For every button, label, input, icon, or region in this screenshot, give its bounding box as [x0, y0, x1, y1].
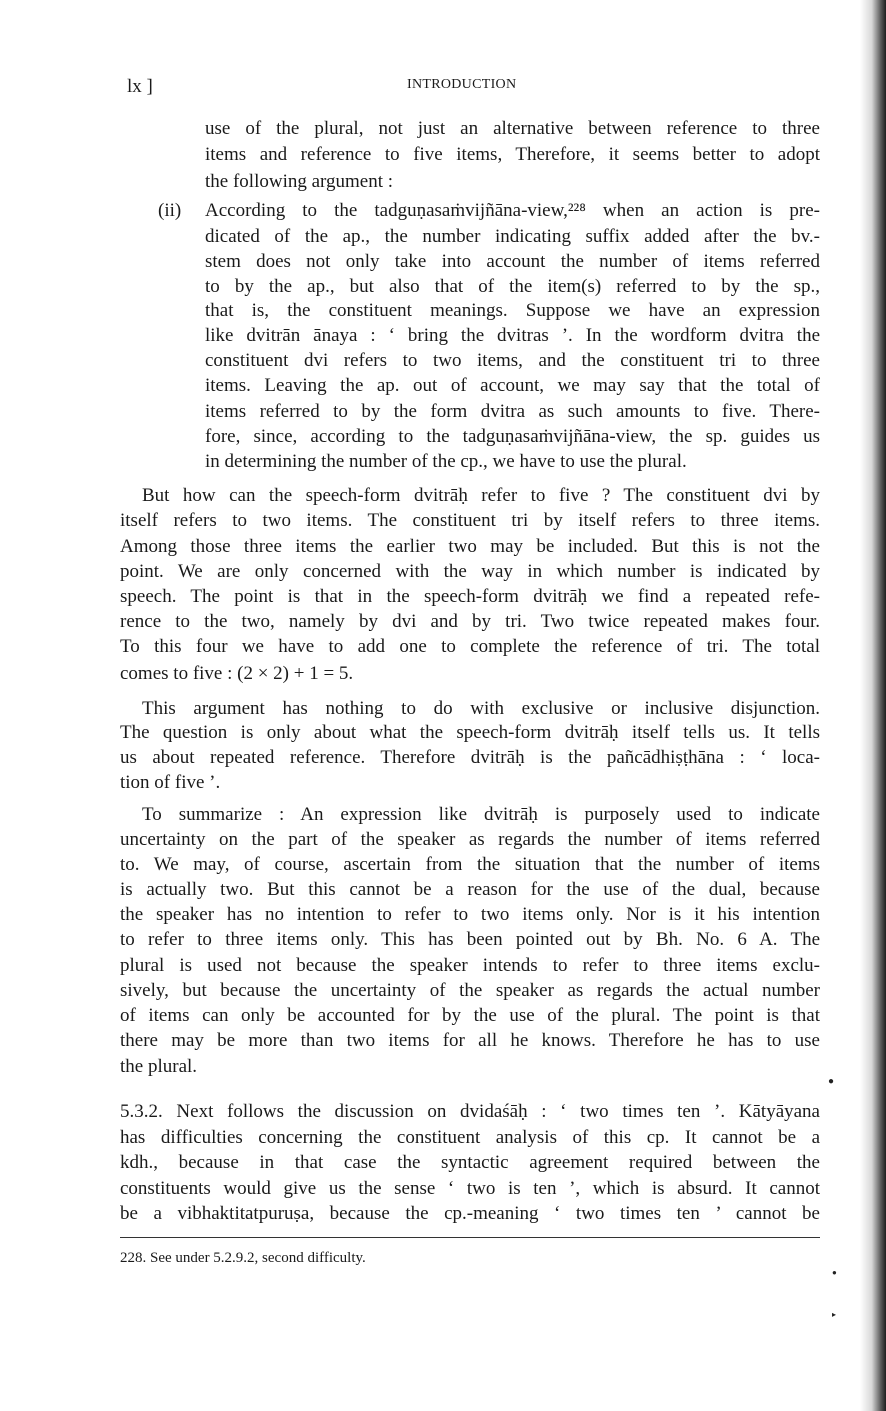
text-line: sively, but because the uncertainty of the speaker as regards the actual number [120, 980, 820, 1001]
text-line: plural is used not because the speaker intends to refer to three items exclu- [120, 955, 820, 976]
text-line: items referred to by the form dvitra as such amounts to five. There- [205, 401, 820, 422]
page-number: lx ] [127, 76, 153, 97]
text-line: in determining the number of the cp., we have to use the plural. [205, 451, 687, 472]
text-line: the speaker has no intention to refer to two items only. Nor is it his intention [120, 904, 820, 925]
text-line: fore, since, according to the tadguṇasaṁvijñāna-view, the sp. guides us [205, 426, 820, 447]
scan-edge-shadow [860, 0, 886, 1411]
text-line: there may be more than two items for all he knows. Therefore he has to use [120, 1030, 820, 1051]
text-line: stem does not only take into account the number of items referred [205, 251, 820, 272]
text-line: to. We may, of course, ascertain from the situation that the number of items [120, 854, 820, 875]
text-line: tion of five ’. [120, 772, 221, 793]
scan-speck: ● [832, 1268, 837, 1277]
text-line: According to the tadguṇasaṁvijñāna-view,²²⁸ when an action is pre- [205, 200, 820, 221]
text-line: 5.3.2. Next follows the discussion on dvidaśāḥ : ‘ two times ten ’. Kātyāyana [120, 1101, 820, 1122]
scan-speck: ▸ [832, 1310, 837, 1319]
text-line: point. We are only concerned with the way in which number is indicated by [120, 561, 820, 582]
text-line: This argument has nothing to do with exclusive or inclusive disjunction. [142, 698, 820, 719]
footnote-rule [120, 1237, 820, 1238]
text-line: Among those three items the earlier two may be included. But this is not the [120, 536, 820, 557]
text-line: constituent dvi refers to two items, and the constituent tri to three [205, 350, 820, 371]
text-line: the following argument : [205, 171, 394, 192]
text-line: like dvitrān ānaya : ‘ bring the dvitras ’. In the wordform dvitra the [205, 325, 820, 346]
text-line: speech. The point is that in the speech-form dvitrāḥ we find a repeated refe- [120, 586, 820, 607]
text-line: items and reference to five items, Therefore, it seems better to adopt [205, 144, 820, 165]
text-line: to refer to three items only. This has been pointed out by Bh. No. 6 A. The [120, 929, 820, 950]
text-line: dicated of the ap., the number indicating suffix added after the bv.- [205, 226, 820, 247]
text-line: use of the plural, not just an alternative between reference to three [205, 118, 820, 139]
text-line: To this four we have to add one to complete the reference of tri. The total [120, 636, 820, 657]
text-line: items. Leaving the ap. out of account, we may say that the total of [205, 375, 820, 396]
text-line: to by the ap., but also that of the item(s) referred to by the sp., [205, 276, 820, 297]
text-line: uncertainty on the part of the speaker as regards the number of items referred [120, 829, 820, 850]
text-line: has difficulties concerning the constituent analysis of this cp. It cannot be a [120, 1127, 820, 1148]
text-line: kdh., because in that case the syntactic agreement required between the [120, 1152, 820, 1173]
footnote: 228. See under 5.2.9.2, second difficulty. [120, 1250, 366, 1266]
text-line: is actually two. But this cannot be a reason for the use of the dual, because [120, 879, 820, 900]
text-line: rence to the two, namely by dvi and by tri. Two twice repeated makes four. [120, 611, 820, 632]
text-line: of items can only be accounted for by the use of the plural. The point is that [120, 1005, 820, 1026]
text-line: To summarize : An expression like dvitrāḥ is purposely used to indicate [142, 804, 820, 825]
text-line: But how can the speech-form dvitrāḥ refer to five ? The constituent dvi by [142, 485, 820, 506]
text-line: the plural. [120, 1056, 198, 1077]
text-line: that is, the constituent meanings. Suppose we have an expression [205, 300, 820, 321]
text-line: The question is only about what the speech-form dvitrāḥ itself tells us. It tells [120, 722, 820, 743]
text-line: comes to five : (2 × 2) + 1 = 5. [120, 663, 354, 684]
list-item-label: (ii) [158, 200, 182, 221]
running-head: INTRODUCTION [407, 77, 517, 92]
text-line: constituents would give us the sense ‘ two is ten ’, which is absurd. It cannot [120, 1178, 820, 1199]
scan-speck: ● [828, 1076, 835, 1087]
text-line: itself refers to two items. The constituent tri by itself refers to three items. [120, 510, 820, 531]
text-line: be a vibhaktitatpuruṣa, because the cp.-meaning ‘ two times ten ’ cannot be [120, 1203, 820, 1224]
text-line: us about repeated reference. Therefore dvitrāḥ is the pañcādhiṣṭhāna : ‘ loca- [120, 747, 820, 768]
